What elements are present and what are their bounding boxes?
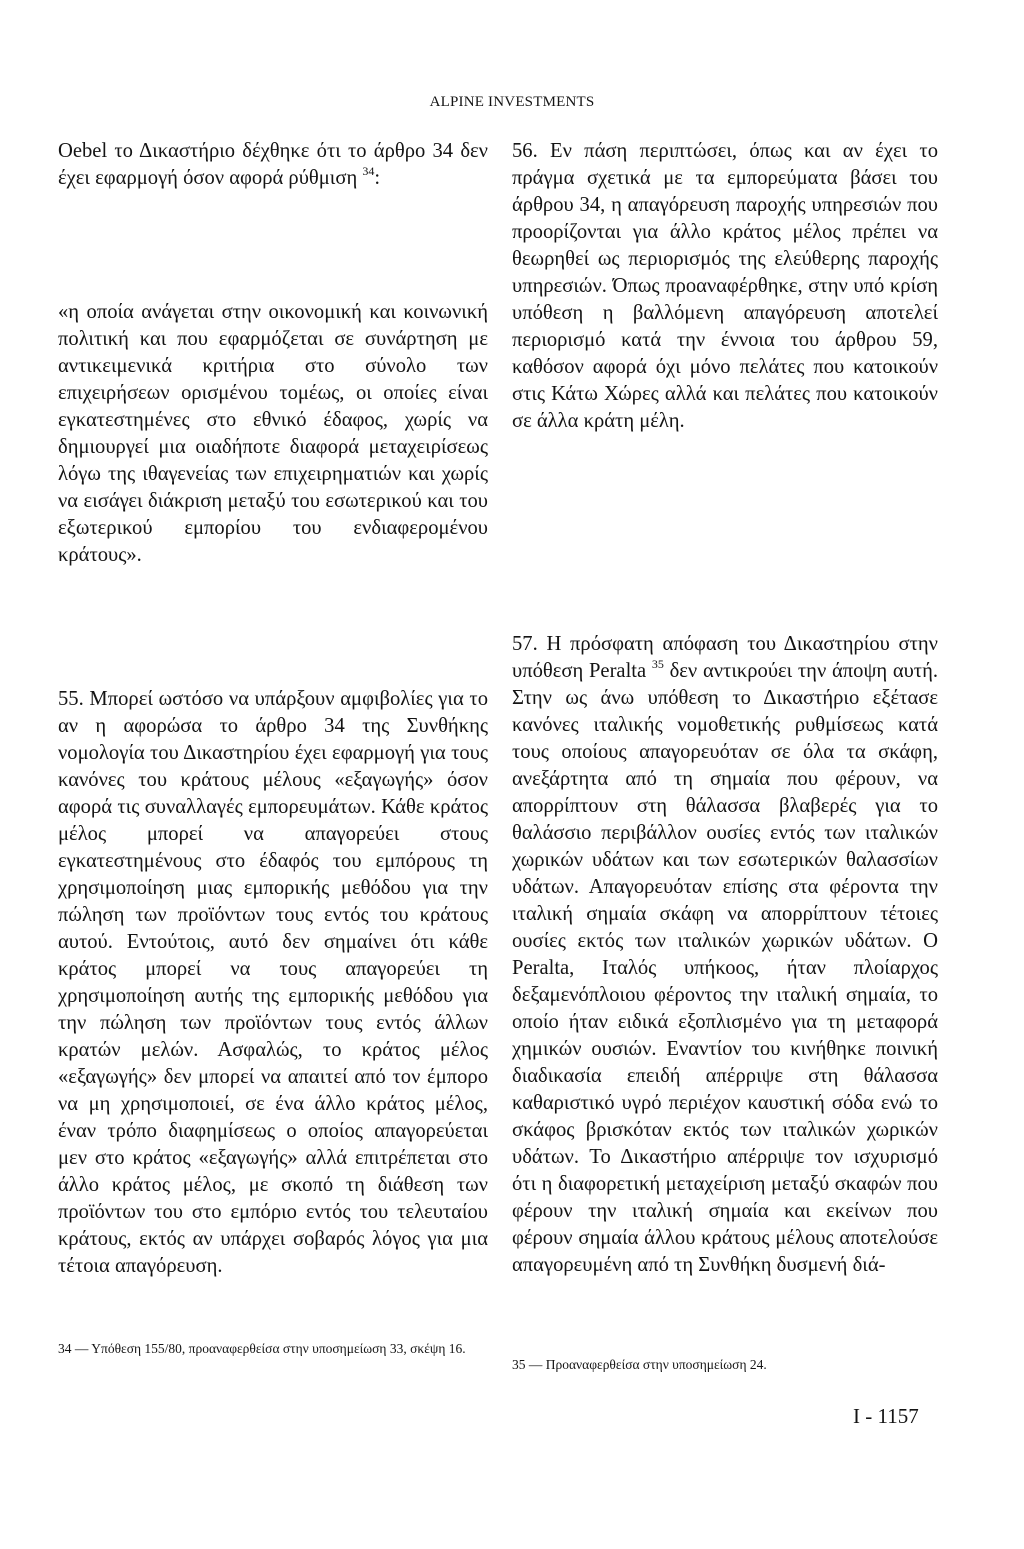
paragraph-57-block	[512, 631, 938, 1279]
footnote-34-text: Υπόθεση 155/80, προαναφερθείσα στην υποσημείωση 33, σκέψη 16.	[91, 1341, 466, 1356]
quote-paragraph: «η οποία ανάγεται στην οικονομική και κοινωνική πολιτική και που εφαρμόζεται σε συνάρτηση με αντικειμενικά κριτήρια στο σύνολο των επιχειρήσεων ορισμένου τομέως, οι οποίες είναι εγκατεστημένες στο εθνικό έδαφος, χωρίς να δημιουργεί μια οιαδήποτε διαφορά μεταχειρίσεως λόγω της ιθαγενείας των επιχειρηματιών και χωρίς να εισάγει διάκριση μεταξύ του εσωτερικού και του εξωτερικού εμπορίου του ενδιαφερομένου κράτους».	[58, 301, 488, 566]
running-header: ALPINE INVESTMENTS	[429, 94, 595, 110]
intro-end: :	[374, 167, 381, 189]
footnote-34-mark: 34 —	[58, 1341, 89, 1356]
footnote-34	[58, 1340, 488, 1358]
intro-paragraph	[58, 138, 488, 192]
quote-block	[58, 299, 488, 569]
left-column	[58, 138, 488, 192]
paragraph-55-block	[58, 686, 488, 1280]
page-number: I - 1157	[853, 1404, 919, 1428]
footnote-ref-34: 34	[362, 164, 375, 178]
paragraph-57-rest: δεν αντικρούει την άποψη αυτή. Στην ως άνω υπόθεση το Δικαστήριο εξέτασε κανόνες ιταλικής νομοθετικής ρυθμίσεως κατά τους οποίους απαγορευόταν σε όλα τα σκάφη, ανεξάρτητα από τη σημαία που φέρουν, να απορρίπτουν στη θάλασσα βλαβερές για το θαλάσσιο περιβάλλον ουσίες εντός των ιταλικών χωρικών υδάτων και των εσωτερικών θαλασσίων υδάτων. Απαγορευόταν επίσης στα φέροντα την ιταλική σημαία σκάφη να απορρίπτουν τέτοιες ουσίες εκτός των ιταλικών χωρικών υδάτων. Ο Peralta, Ιταλός υπήκοος, ήταν πλοίαρχος δεξαμενόπλοιου φέροντος την ιταλική σημαία, το οποίο ήταν ειδικά εξοπλισμένο για τη μεταφορά χημικών ουσιών. Εναντίον του κινήθηκε ποινική διαδικασία επειδή απέρριψε στη θάλασσα καθαριστικό υγρό περιέχον καυστική σόδα ενώ το σκάφος βρισκόταν εκτός των ιταλικών χωρικών υδάτων. Το Δικαστήριο απέρριψε τον ισχυρισμό ότι η διαφορετική μεταχείριση μεταξύ σκαφών που φέρουν την ιταλική σημαία και εκείνων που φέρουν σημαία άλλου κράτους μέλους αποτελούσε απαγορευμένη από τη Συνθήκη δυσμενή διά-	[512, 660, 938, 1276]
footnote-35-mark: 35 —	[512, 1357, 543, 1372]
paragraph-56: 56. Εν πάση περιπτώσει, όπως και αν έχει το πράγμα σχετικά με τα εμπορεύματα βάσει του άρθρου 34, η απαγόρευση παροχής υπηρεσιών που προορίζονται για άλλο κράτος μέλος πρέπει να θεωρηθεί ως περιορισμός της ελεύθερης παροχής υπηρεσιών. Όπως προαναφέρθηκε, στην υπό κρίση υπόθεση η βαλλόμενη απαγόρευση αποτελεί περιορισμό κατά την έννοια του άρθρου 59, καθόσον αφορά όχι μόνο πελάτες που κατοικούν στις Κάτω Χώρες αλλά και πελάτες που κατοικούν σε άλλα κράτη μέλη.	[512, 140, 938, 432]
paragraph-57-start: 57. Η πρόσφατη απόφαση του Δικαστηρίου στην υπόθεση Peralta	[512, 633, 938, 682]
paragraph-57	[512, 631, 938, 1279]
footnote-35-text: Προαναφερθείσα στην υποσημείωση 24.	[545, 1357, 767, 1372]
intro-text: Oebel το Δικαστήριο δέχθηκε ότι το άρθρο 34 δεν έχει εφαρμογή όσον αφορά ρύθμιση	[58, 140, 488, 189]
footnote-ref-35: 35	[651, 657, 664, 671]
paragraph-56-block	[512, 138, 938, 435]
paragraph-55: 55. Μπορεί ωστόσο να υπάρξουν αμφιβολίες για το αν η αφορώσα το άρθρο 34 της Συνθήκης νομολογία του Δικαστηρίου έχει εφαρμογή για τους κανόνες του κράτους μέλους «εξαγωγής» όσον αφορά τις συναλλαγές εμπορευμάτων. Κάθε κράτος μέλος μπορεί να απαγορεύει στους εγκατεστημένους στο έδαφός του εμπόρους τη χρησιμοποίηση μιας εμπορικής μεθόδου για την πώληση των προϊόντων τους εντός του κράτους αυτού. Εντούτοις, αυτό δεν σημαίνει ότι κάθε κράτος μπορεί να τους απαγορεύει τη χρησιμοποίηση αυτής της εμπορικής μεθόδου για την πώληση των προϊόντων τους εντός άλλων κρατών μελών. Ασφαλώς, το κράτος μέλος «εξαγωγής» δεν μπορεί να απαιτεί από τον έμπορο να μη χρησιμοποιεί, σε ένα άλλο κράτος μέλος, έναν τρόπο διαφημίσεως ο οποίος απαγορεύεται μεν στο κράτος «εξαγωγής» αλλά επιτρέπεται στο άλλο κράτος μέλος, με σκοπό τη διάθεση των προϊόντων του στο εμπόριο εντός του τελευταίου κράτους, εκτός αν υπάρχει σοβαρός λόγος για μια τέτοια απαγόρευση.	[58, 688, 488, 1277]
footnote-35	[512, 1356, 938, 1374]
